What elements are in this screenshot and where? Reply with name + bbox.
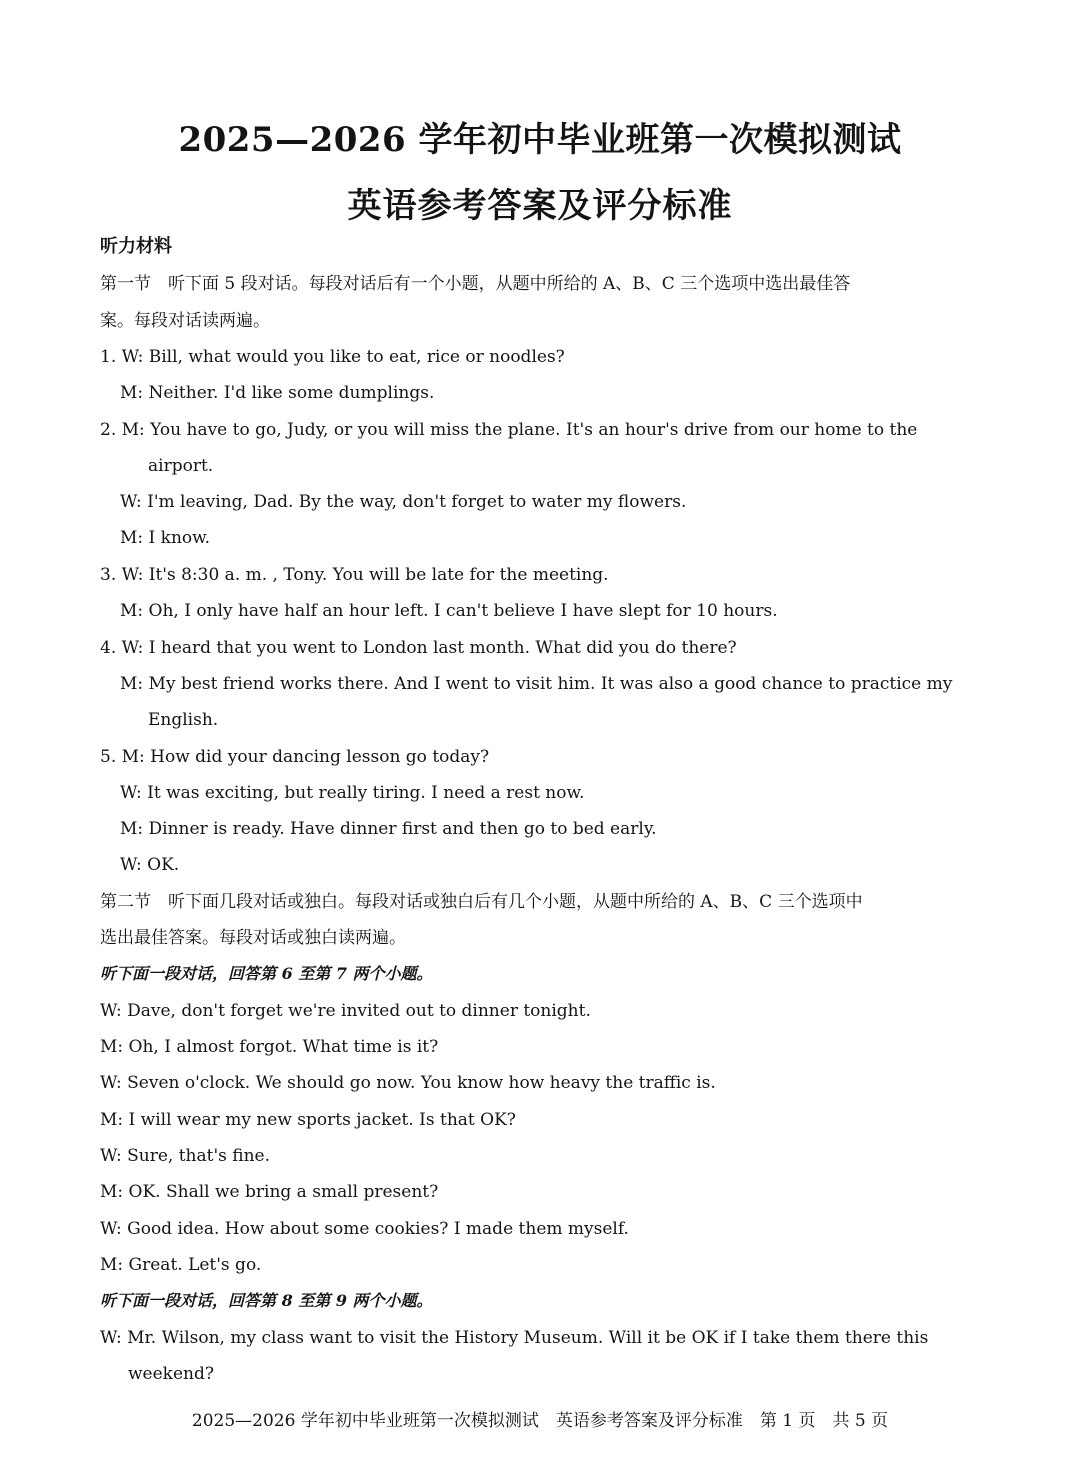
dialogue-6-7-line: W: Dave, don't forget we're invited out to dinner tonight.: [100, 1001, 591, 1021]
q2-man-line3: M: I know.: [120, 528, 211, 548]
q4-man-line2: English.: [148, 710, 219, 730]
dialogue-6-7-line: W: Sure, that's fine.: [100, 1146, 271, 1166]
dialogue-8-9-woman-line2: weekend?: [128, 1364, 214, 1384]
dialogue-6-7-line: M: Oh, I almost forgot. What time is it?: [100, 1037, 439, 1057]
q1-man-line: M: Neither. I'd like some dumplings.: [120, 383, 435, 403]
document-title: 2025—2026 学年初中毕业班第一次模拟测试: [178, 120, 902, 160]
q3-woman-line: 3. W: It's 8:30 a. m. , Tony. You will be late for the meeting.: [100, 565, 609, 585]
dialogue-6-7-line: M: OK. Shall we bring a small present?: [100, 1182, 439, 1202]
q3-man-line: M: Oh, I only have half an hour left. I can't believe I have slept for 10 hours.: [120, 601, 778, 621]
q2-man-line2: airport.: [148, 456, 214, 476]
dialogue-6-7-instruction: 听下面一段对话，回答第 6 至第 7 两个小题。: [100, 964, 433, 983]
q2-man-line1: 2. M: You have to go, Judy, or you will miss the plane. It's an hour's drive from our home to the: [100, 420, 918, 440]
part2-instruction-line1: 第二节 听下面几段对话或独白。每段对话或独白后有几个小题，从题中所给的 A、B、C 三个选项中: [100, 892, 863, 912]
dialogue-6-7-line: M: I will wear my new sports jacket. Is that OK?: [100, 1110, 516, 1130]
dialogue-8-9-woman-line1: W: Mr. Wilson, my class want to visit the History Museum. Will it be OK if I take them there this: [100, 1328, 929, 1348]
document-subtitle: 英语参考答案及评分标准: [347, 186, 733, 226]
q4-man-line1: M: My best friend works there. And I went to visit him. It was also a good chance to practice my: [120, 674, 953, 694]
q5-man-line: 5. M: How did your dancing lesson go today?: [100, 747, 490, 767]
section-heading: 听力材料: [100, 236, 172, 257]
dialogue-8-9-instruction: 听下面一段对话，回答第 8 至第 9 两个小题。: [100, 1291, 433, 1310]
part1-instruction-line1: 第一节 听下面 5 段对话。每段对话后有一个小题，从题中所给的 A、B、C 三个选项中选出最佳答: [100, 274, 851, 294]
dialogue-6-7-line: M: Great. Let's go.: [100, 1255, 262, 1275]
q2-woman-line: W: I'm leaving, Dad. By the way, don't forget to water my flowers.: [120, 492, 687, 512]
q4-woman-line: 4. W: I heard that you went to London last month. What did you do there?: [100, 638, 737, 658]
q5-woman-line2: W: OK.: [120, 855, 180, 875]
part1-instruction-line2: 案。每段对话读两遍。: [100, 311, 270, 331]
q5-woman-line: W: It was exciting, but really tiring. I need a rest now.: [120, 783, 585, 803]
page-footer: 2025—2026 学年初中毕业班第一次模拟测试 英语参考答案及评分标准 第 1 页 共 5 页: [191, 1411, 889, 1431]
dialogue-6-7-line: W: Good idea. How about some cookies? I made them myself.: [100, 1219, 629, 1239]
part2-instruction-line2: 选出最佳答案。每段对话或独白读两遍。: [100, 928, 406, 948]
dialogue-6-7-line: W: Seven o'clock. We should go now. You know how heavy the traffic is.: [100, 1073, 716, 1093]
q5-man-line2: M: Dinner is ready. Have dinner first and then go to bed early.: [120, 819, 657, 839]
q1-woman-line: 1. W: Bill, what would you like to eat, rice or noodles?: [100, 347, 565, 367]
